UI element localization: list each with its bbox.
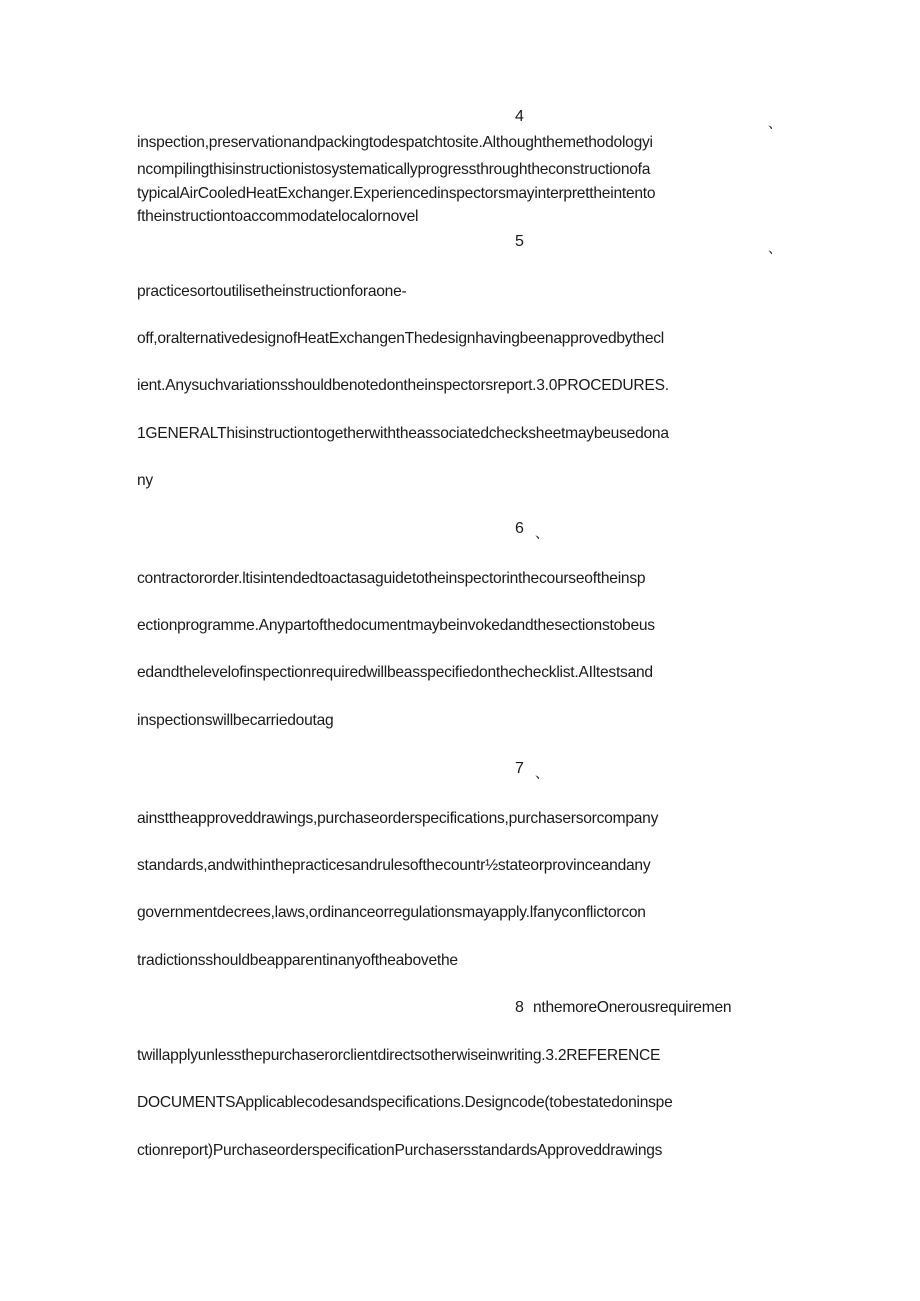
text-line: tradictionsshouldbeapparentinanyoftheabovethe: [137, 952, 458, 969]
text-line: standards,andwithinthepracticesandrulesofthecountr½stateorprovinceandany: [137, 857, 651, 874]
text-line: typicalAirCooledHeatExchanger.Experiencedinspectorsmayinterprettheintento: [137, 185, 656, 202]
text-line: contractororder.ltisintendedtoactasaguidetotheinspectorinthecourseoftheinsp: [137, 570, 646, 587]
text-line: ainsttheapproveddrawings,purchaseorderspecifications,purchasersorcompany: [137, 810, 659, 827]
text-line: 1GENERALThisinstructiontogetherwiththeassociatedchecksheetmaybeusedona: [137, 425, 669, 442]
separator-4: 、: [768, 115, 782, 131]
text-line: DOCUMENTSApplicablecodesandspecifications.Designcode(tobestatedoninspe: [137, 1094, 673, 1111]
page-marker-5: 5: [515, 233, 524, 250]
separator-6: 、: [535, 525, 549, 541]
text-line: ient.Anysuchvariationsshouldbenotedontheinspectorsreport.3.0PROCEDURES.: [137, 377, 669, 394]
page-marker-6: 6: [515, 520, 524, 537]
text-line: inspection,preservationandpackingtodespatchtosite.Althoughthemethodologyi: [137, 134, 653, 151]
text-line: twillapplyunlessthepurchaserorclientdirectsotherwiseinwriting.3.2REFERENCE: [137, 1047, 661, 1064]
text-line: ctionreport)PurchaseorderspecificationPurchasersstandardsApproveddrawings: [137, 1142, 663, 1159]
text-line-inline: nthemoreOnerousrequiremen: [533, 999, 732, 1016]
text-line: edandthelevelofinspectionrequiredwillbeasspecifiedonthechecklist.AIltestsand: [137, 664, 653, 681]
text-line: ny: [137, 472, 153, 489]
page-marker-4: 4: [515, 108, 524, 125]
text-line: governmentdecrees,laws,ordinanceorregulationsmayapply.lfanyconflictorcon: [137, 904, 646, 921]
text-line: inspectionswillbecarriedoutag: [137, 712, 334, 729]
separator-5: 、: [768, 240, 782, 256]
page-marker-7: 7: [515, 760, 524, 777]
text-line: ncompilingthisinstructionistosystematicallyprogressthroughtheconstructionofa: [137, 161, 651, 178]
text-line: off,oralternativedesignofHeatExchangenThedesignhavingbeenapprovedbythecl: [137, 330, 665, 347]
text-line: ectionprogramme.Anypartofthedocumentmaybeinvokedandthesectionstobeus: [137, 617, 655, 634]
text-line: practicesortoutilisetheinstructionforaone-: [137, 283, 407, 300]
separator-7: 、: [535, 765, 549, 781]
page-marker-8: 8: [515, 999, 524, 1016]
text-line: ftheinstructiontoaccommodatelocalornovel: [137, 208, 419, 225]
